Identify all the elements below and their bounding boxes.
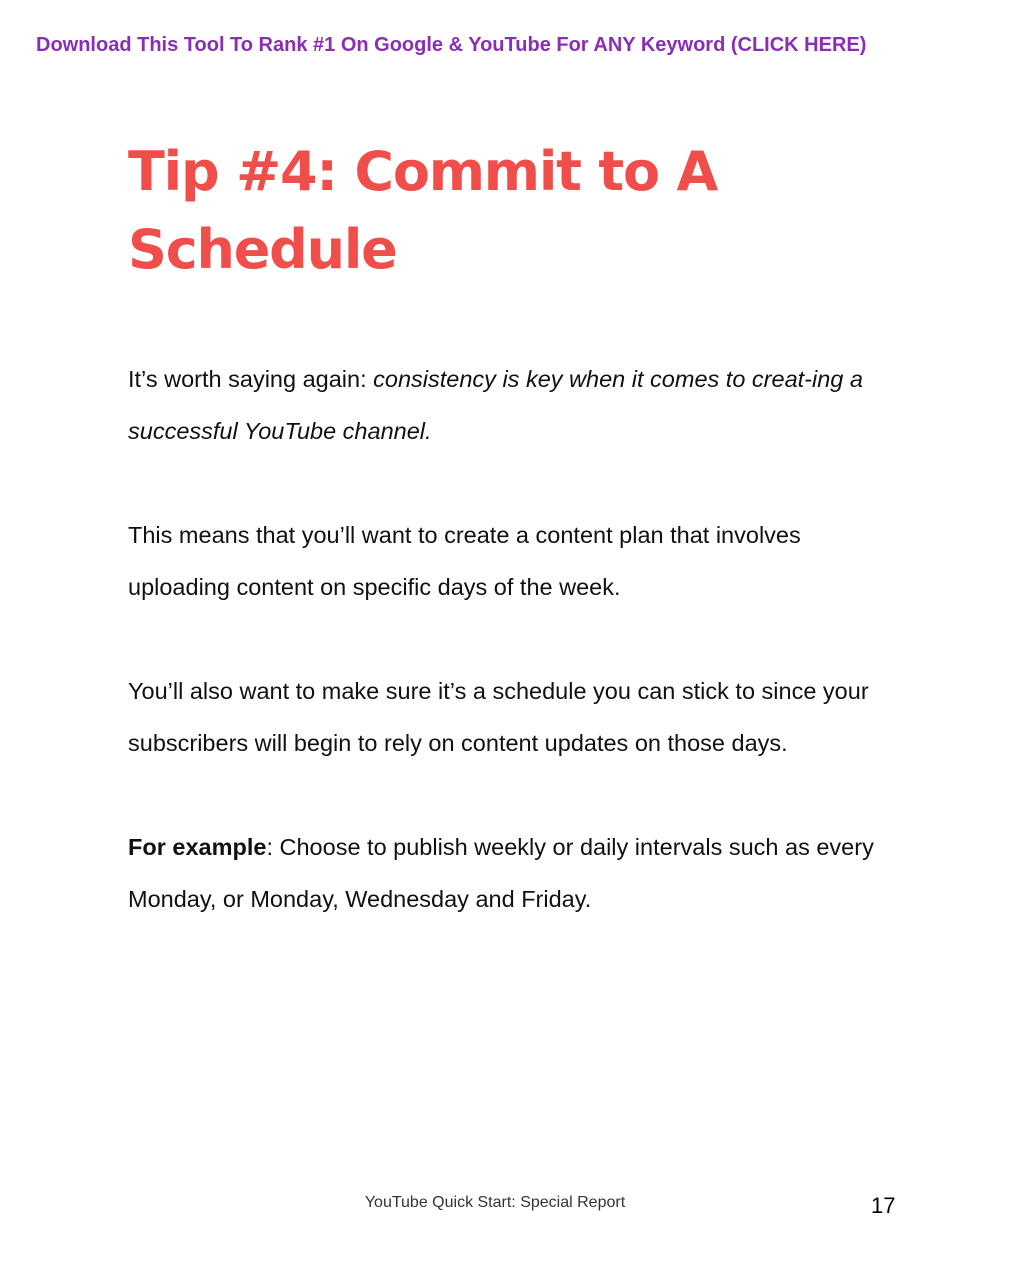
- article-body: [128, 353, 898, 925]
- page-title: Tip #4: Commit to A Schedule: [128, 140, 718, 281]
- example-label: For example: [128, 834, 267, 860]
- paragraph-example: [128, 821, 898, 925]
- paragraph-content-plan: This means that you’ll want to create a content plan that involves uploading content on specific days of the week.: [128, 522, 801, 600]
- footer-report-title: YouTube Quick Start: Special Report: [364, 1194, 626, 1211]
- paragraph-consistency: [128, 353, 898, 457]
- example-text: : Choose to publish weekly or daily intervals such as every Monday, or Monday, Wednesday and Friday.: [128, 834, 874, 912]
- paragraph-consistency-lead: It’s worth saying again:: [128, 366, 374, 392]
- download-tool-link[interactable]: Download This Tool To Rank #1 On Google & YouTube For ANY Keyword (CLICK HERE): [36, 34, 867, 56]
- paragraph-stick-to-schedule: You’ll also want to make sure it’s a schedule you can stick to since your subscribers will begin to rely on content updates on those days.: [128, 678, 869, 756]
- paragraph-consistency-emphasis: consistency is key when it comes to creat-ing a successful YouTube channel.: [128, 366, 863, 444]
- page-number: 17: [871, 1193, 896, 1218]
